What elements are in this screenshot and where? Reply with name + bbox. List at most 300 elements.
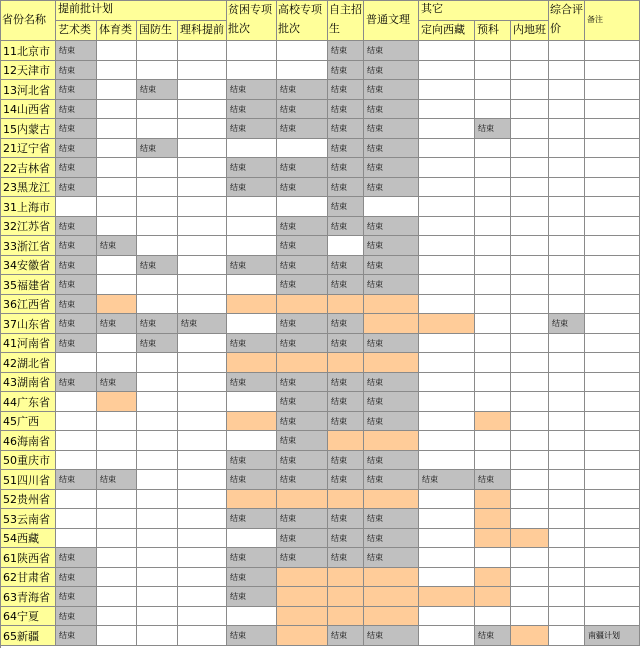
status-cell [475,100,511,119]
header-poverty-text: 贫困专项批次 [228,3,272,35]
status-cell [585,275,640,295]
status-cell: 结束 [277,158,328,178]
status-cell [178,431,227,451]
status-cell: 结束 [328,392,364,412]
status-cell [137,178,178,197]
status-cell [475,490,511,509]
status-cell: 结束 [56,373,97,392]
status-cell [549,431,585,451]
status-cell [178,412,227,431]
status-cell [419,568,475,587]
province-label: 14山西省 [0,100,56,119]
status-cell [97,412,137,431]
status-cell [511,61,549,80]
status-cell [511,100,549,119]
status-cell: 结束 [137,139,178,158]
status-cell [511,314,549,334]
status-cell [137,61,178,80]
status-cell: 结束 [56,275,97,295]
status-cell: 结束 [328,256,364,275]
header-tibet: 定向西藏 [419,21,475,41]
status-cell [585,568,640,587]
status-cell [178,353,227,373]
status-cell [97,490,137,509]
status-cell: 结束 [328,529,364,548]
province-label: 15内蒙古 [0,119,56,139]
status-cell: 结束 [277,217,328,236]
status-cell [364,490,419,509]
status-cell [511,373,549,392]
status-cell: 结束 [364,529,419,548]
province-label: 12天津市 [0,61,56,80]
status-cell: 结束 [364,41,419,61]
status-cell: 结束 [56,80,97,100]
province-label: 35福建省 [0,275,56,295]
status-cell: 结束 [97,373,137,392]
status-cell [549,626,585,646]
status-cell: 结束 [328,275,364,295]
status-cell [97,100,137,119]
status-cell [178,41,227,61]
province-label: 41河南省 [0,334,56,353]
status-cell [328,607,364,626]
status-cell [137,412,178,431]
status-cell [475,314,511,334]
status-cell: 结束 [97,470,137,490]
status-cell [419,295,475,314]
status-cell: 结束 [328,139,364,158]
status-cell [97,217,137,236]
status-cell [419,353,475,373]
status-cell: 结束 [277,178,328,197]
status-cell [511,607,549,626]
status-cell [585,470,640,490]
status-cell: 结束 [227,470,277,490]
province-label: 33浙江省 [0,236,56,256]
status-cell: 结束 [328,80,364,100]
header-inland: 内地班 [511,21,549,41]
status-cell [97,61,137,80]
status-cell [549,178,585,197]
status-cell [328,295,364,314]
status-cell [475,61,511,80]
status-cell [419,158,475,178]
status-cell [585,41,640,61]
status-cell [549,509,585,529]
status-cell [277,607,328,626]
status-cell [97,451,137,470]
status-cell [364,295,419,314]
status-cell: 结束 [328,451,364,470]
status-cell: 结束 [364,139,419,158]
status-cell: 结束 [137,256,178,275]
status-cell: 结束 [328,373,364,392]
status-cell: 结束 [97,314,137,334]
status-cell [511,178,549,197]
status-cell [585,178,640,197]
status-cell: 结束 [277,451,328,470]
status-cell [137,607,178,626]
status-cell: 结束 [227,178,277,197]
status-cell [328,353,364,373]
status-cell: 结束 [277,256,328,275]
status-cell: 结束 [227,587,277,607]
status-cell [178,100,227,119]
status-cell [178,334,227,353]
status-cell: 结束 [97,236,137,256]
status-cell [511,626,549,646]
status-cell: 结束 [56,470,97,490]
province-label: 43湖南省 [0,373,56,392]
status-cell [585,295,640,314]
status-cell: 结束 [364,217,419,236]
status-cell [585,158,640,178]
status-cell: 结束 [475,470,511,490]
status-cell [328,490,364,509]
status-cell [475,197,511,217]
status-cell: 结束 [328,41,364,61]
status-cell [511,587,549,607]
status-cell [178,509,227,529]
status-cell [97,548,137,568]
status-cell [419,334,475,353]
province-label: 65新疆 [0,626,56,646]
status-cell [137,626,178,646]
status-cell: 结束 [277,431,328,451]
status-cell [227,217,277,236]
status-cell [475,158,511,178]
status-cell [137,217,178,236]
status-cell [178,217,227,236]
status-cell [178,158,227,178]
status-cell [97,41,137,61]
status-cell: 结束 [328,100,364,119]
status-cell [56,509,97,529]
status-cell [328,431,364,451]
status-cell [585,119,640,139]
status-cell [475,275,511,295]
status-cell [511,451,549,470]
status-cell: 结束 [364,509,419,529]
status-cell: 结束 [56,158,97,178]
status-cell [549,236,585,256]
status-cell [277,41,328,61]
status-cell: 结束 [364,373,419,392]
header-independent [328,0,364,41]
status-cell [419,197,475,217]
status-cell [475,178,511,197]
status-cell [137,568,178,587]
status-cell [419,548,475,568]
status-cell: 结束 [56,61,97,80]
status-cell: 结束 [277,392,328,412]
status-cell [137,470,178,490]
status-cell: 结束 [328,197,364,217]
status-cell: 结束 [56,236,97,256]
status-cell [419,451,475,470]
status-cell [511,392,549,412]
province-label: 31上海市 [0,197,56,217]
status-cell [97,275,137,295]
status-cell [549,607,585,626]
status-cell [585,100,640,119]
province-label: 23黑龙江 [0,178,56,197]
status-cell: 结束 [227,548,277,568]
status-cell [137,295,178,314]
status-cell [137,41,178,61]
province-label: 52贵州省 [0,490,56,509]
status-cell [137,392,178,412]
status-cell [475,80,511,100]
status-cell: 结束 [328,470,364,490]
header-remark: 备注 [585,0,640,41]
status-cell [419,236,475,256]
status-cell [227,236,277,256]
status-cell: 结束 [56,626,97,646]
province-label: 34安徽省 [0,256,56,275]
status-cell [178,178,227,197]
province-label: 37山东省 [0,314,56,334]
status-cell [137,587,178,607]
header-early-batch: 提前批计划 [56,0,227,21]
status-cell [137,373,178,392]
status-cell [277,295,328,314]
status-cell [585,197,640,217]
status-cell [419,373,475,392]
status-cell: 结束 [364,256,419,275]
status-cell: 结束 [137,334,178,353]
status-cell [277,490,328,509]
status-cell [97,256,137,275]
status-cell [56,451,97,470]
header-college [277,0,328,41]
status-cell: 结束 [227,451,277,470]
status-cell [97,568,137,587]
status-cell [549,139,585,158]
status-cell [475,568,511,587]
status-cell: 结束 [56,295,97,314]
status-cell [549,197,585,217]
header-comprehensive-text: 综合评价 [550,3,583,35]
status-cell [178,119,227,139]
status-cell: 结束 [419,470,475,490]
status-cell: 结束 [56,178,97,197]
status-cell: 结束 [227,334,277,353]
status-cell [475,295,511,314]
status-cell [277,61,328,80]
status-cell: 结束 [364,158,419,178]
status-cell [364,607,419,626]
header-poverty [227,0,277,41]
status-cell [475,548,511,568]
status-cell [178,197,227,217]
status-cell: 结束 [277,334,328,353]
status-cell [178,373,227,392]
status-cell [178,529,227,548]
status-cell: 结束 [227,119,277,139]
status-cell [137,490,178,509]
status-cell [419,178,475,197]
status-cell: 结束 [277,236,328,256]
province-label: 46海南省 [0,431,56,451]
status-cell [549,451,585,470]
status-cell [97,139,137,158]
status-cell [585,490,640,509]
status-cell: 结束 [277,100,328,119]
status-cell: 结束 [364,80,419,100]
province-label: 62甘肃省 [0,568,56,587]
province-label: 53云南省 [0,509,56,529]
status-cell [585,412,640,431]
province-label: 13河北省 [0,80,56,100]
status-cell: 结束 [364,275,419,295]
status-cell [511,256,549,275]
status-cell [178,295,227,314]
status-cell [178,470,227,490]
status-cell [585,256,640,275]
status-cell [585,61,640,80]
status-cell: 结束 [277,412,328,431]
status-cell [97,80,137,100]
status-cell [475,217,511,236]
status-cell [511,295,549,314]
status-cell [475,236,511,256]
status-cell [549,334,585,353]
status-cell: 结束 [328,158,364,178]
status-cell: 结束 [364,61,419,80]
status-cell [511,236,549,256]
status-cell [56,529,97,548]
status-cell [178,392,227,412]
province-label: 45广西 [0,412,56,431]
header-sci-early: 理科提前 [178,21,227,41]
status-cell: 结束 [328,548,364,568]
status-cell [475,392,511,412]
status-cell [585,509,640,529]
status-cell [549,256,585,275]
status-cell [227,139,277,158]
status-cell [137,119,178,139]
status-cell [137,197,178,217]
status-cell [585,431,640,451]
status-cell: 结束 [328,217,364,236]
status-cell [511,529,549,548]
status-cell [56,412,97,431]
status-cell [178,626,227,646]
status-cell [137,451,178,470]
status-cell: 结束 [227,373,277,392]
header-province: 省份名称 [0,0,56,41]
status-cell [585,80,640,100]
status-cell [475,334,511,353]
status-cell [475,139,511,158]
status-cell [227,529,277,548]
status-cell [585,548,640,568]
status-cell [178,587,227,607]
status-cell [475,451,511,470]
status-cell [585,451,640,470]
status-cell [549,392,585,412]
status-cell [97,392,137,412]
province-label: 51四川省 [0,470,56,490]
status-cell: 结束 [277,80,328,100]
header-comprehensive [549,0,585,41]
status-cell [364,314,419,334]
status-cell: 结束 [475,119,511,139]
status-cell [364,568,419,587]
status-cell: 结束 [277,119,328,139]
header-other: 其它 [419,0,549,21]
status-cell [137,353,178,373]
status-cell [137,509,178,529]
province-label: 11北京市 [0,41,56,61]
status-cell [277,568,328,587]
status-cell [227,353,277,373]
status-cell [56,392,97,412]
province-label: 61陕西省 [0,548,56,568]
status-cell [549,373,585,392]
status-cell [56,431,97,451]
status-cell: 结束 [328,626,364,646]
status-cell [277,353,328,373]
status-cell: 结束 [328,178,364,197]
status-cell [511,548,549,568]
status-cell [419,412,475,431]
status-cell: 结束 [364,100,419,119]
status-cell [97,334,137,353]
status-cell [419,490,475,509]
status-cell [227,41,277,61]
status-cell [419,509,475,529]
status-cell [549,353,585,373]
status-cell [585,236,640,256]
status-cell [328,587,364,607]
status-cell [137,431,178,451]
status-cell [549,587,585,607]
status-cell: 结束 [227,256,277,275]
status-cell [178,548,227,568]
status-cell: 结束 [277,314,328,334]
status-cell: 结束 [227,626,277,646]
status-cell [364,431,419,451]
status-cell: 结束 [56,119,97,139]
status-cell [56,353,97,373]
status-cell: 结束 [56,334,97,353]
status-cell [585,353,640,373]
status-cell [511,490,549,509]
province-label: 32江苏省 [0,217,56,236]
status-cell: 结束 [328,412,364,431]
status-cell [511,80,549,100]
status-cell: 结束 [364,392,419,412]
status-cell [227,412,277,431]
status-cell [511,509,549,529]
status-cell: 结束 [56,314,97,334]
status-cell [511,139,549,158]
status-cell: 结束 [277,529,328,548]
status-cell [549,568,585,587]
status-cell [549,80,585,100]
status-cell: 结束 [56,100,97,119]
status-cell: 结束 [227,568,277,587]
status-cell [511,412,549,431]
status-cell [419,80,475,100]
status-cell [475,607,511,626]
status-cell [97,158,137,178]
status-cell [97,626,137,646]
status-cell [328,568,364,587]
status-cell [549,61,585,80]
